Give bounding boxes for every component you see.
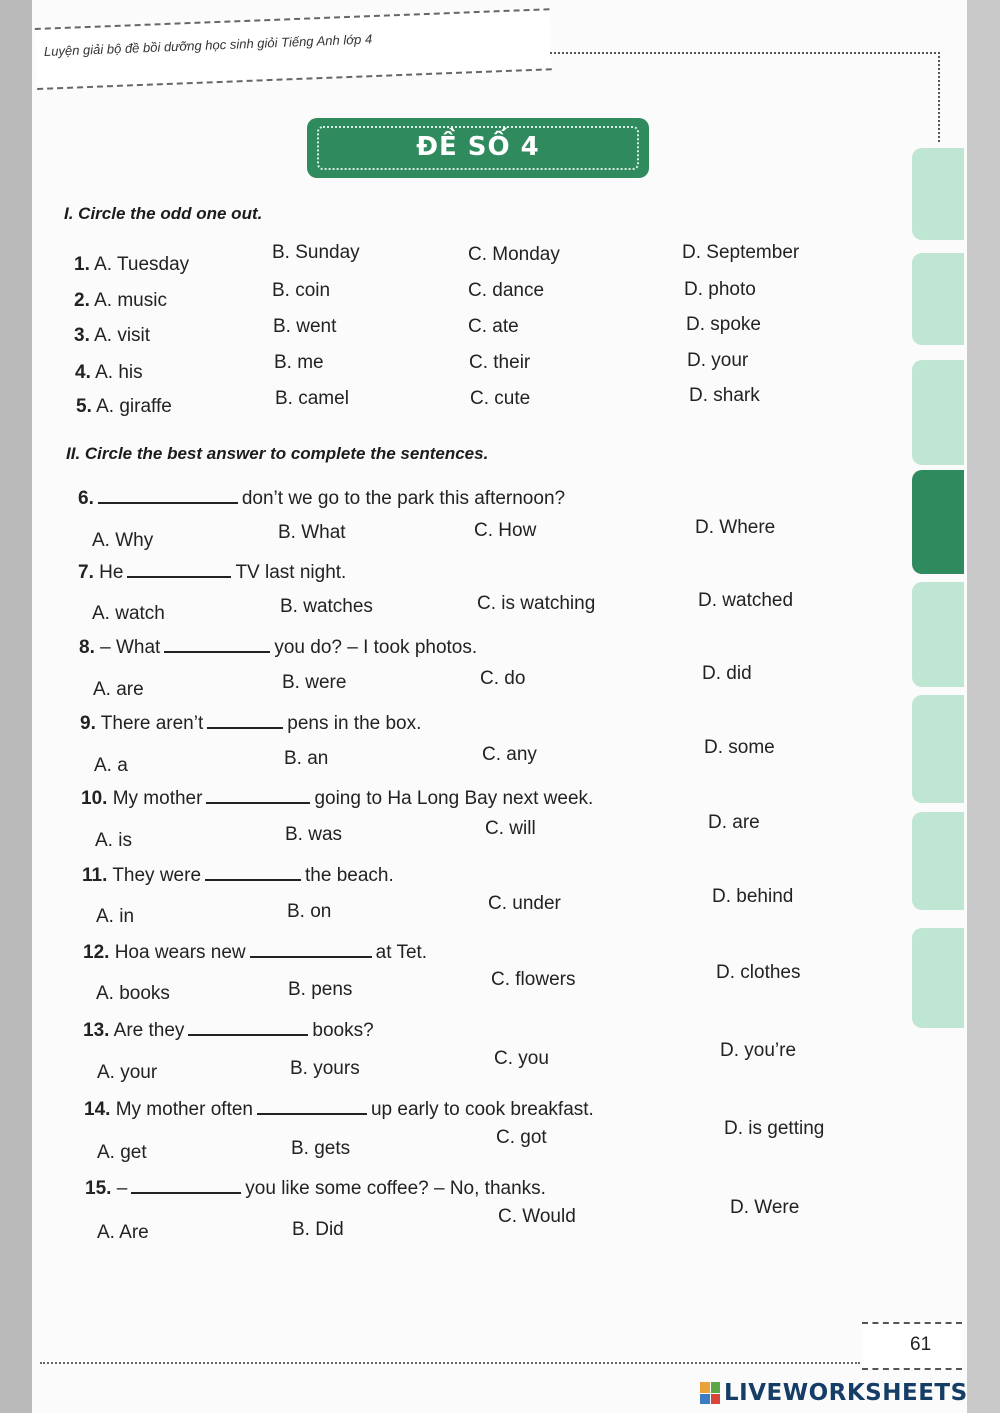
option-d[interactable]: D. some [704, 737, 775, 758]
option-d[interactable]: D. are [708, 812, 760, 833]
option-b[interactable]: B. on [287, 901, 332, 922]
answer-blank[interactable] [98, 488, 238, 504]
option-a[interactable]: A. Tuesday [94, 254, 190, 275]
option-b[interactable]: B. was [285, 824, 343, 845]
side-tab [912, 695, 964, 803]
answer-blank[interactable] [207, 713, 283, 729]
header-rule [550, 52, 940, 54]
answer-blank[interactable] [127, 562, 231, 578]
question-stem: 8. – What you do? – I took photos. [79, 637, 478, 658]
section-2-title: II. Circle the best answer to complete the sentences. [66, 444, 489, 463]
option-b[interactable]: B. gets [291, 1138, 351, 1159]
option-c[interactable]: C. cute [470, 388, 531, 409]
side-tab [912, 928, 964, 1028]
question-stem: 11. They were the beach. [82, 865, 394, 886]
option-b[interactable]: B. yours [290, 1058, 360, 1079]
option-c[interactable]: C. flowers [491, 969, 576, 990]
scan-edge [0, 0, 32, 1413]
option-b[interactable]: B. Did [292, 1219, 344, 1240]
exam-title: ĐỀ SỐ 4 [416, 132, 540, 162]
option-b[interactable]: B. What [278, 522, 346, 543]
option-a[interactable]: A. get [97, 1142, 147, 1163]
option-c[interactable]: C. under [488, 893, 561, 914]
option-b[interactable]: B. Sunday [272, 242, 360, 263]
question-stem: 15. – you like some coffee? – No, thanks. [85, 1178, 546, 1199]
answer-blank[interactable] [164, 637, 270, 653]
option-a[interactable]: A. Why [92, 530, 154, 551]
option-b[interactable]: B. were [282, 672, 347, 693]
option-c[interactable]: C. got [496, 1127, 547, 1148]
question-number: 3. A. visit [74, 325, 151, 346]
question-stem: 13. Are they books? [83, 1020, 374, 1041]
option-d[interactable]: D. your [687, 350, 749, 371]
option-a[interactable]: A. in [96, 906, 135, 927]
option-b[interactable]: B. an [284, 748, 329, 769]
option-c[interactable]: C. their [469, 352, 531, 373]
question-stem: 14. My mother often up early to cook breakfast. [84, 1099, 594, 1120]
option-c[interactable]: C. any [482, 744, 537, 765]
option-c[interactable]: C. you [494, 1048, 549, 1069]
option-d[interactable]: D. shark [689, 385, 760, 406]
option-c[interactable]: C. will [485, 818, 536, 839]
option-a[interactable]: A. visit [94, 325, 151, 346]
option-a[interactable]: A. your [97, 1062, 158, 1083]
option-a[interactable]: A. watch [92, 603, 165, 624]
option-d[interactable]: D. behind [712, 886, 794, 907]
option-c[interactable]: C. How [474, 520, 537, 541]
question-number: 4. A. his [75, 362, 143, 383]
option-a[interactable]: A. giraffe [96, 396, 172, 417]
option-d[interactable]: D. spoke [686, 314, 761, 335]
option-b[interactable]: B. me [274, 352, 324, 373]
header-rule-vertical [938, 52, 940, 142]
question-stem: 7. He TV last night. [78, 562, 347, 583]
option-a[interactable]: A. are [93, 679, 144, 700]
option-b[interactable]: B. went [273, 316, 337, 337]
option-c[interactable]: C. Monday [468, 244, 560, 265]
option-d[interactable]: D. photo [684, 279, 756, 300]
option-c[interactable]: C. do [480, 668, 526, 689]
side-tab [912, 582, 964, 687]
option-d[interactable]: D. did [702, 663, 752, 684]
brand-name: LIVEWORKSHEETS [724, 1380, 968, 1406]
option-a[interactable]: A. is [95, 830, 132, 851]
answer-blank[interactable] [206, 788, 310, 804]
answer-blank[interactable] [131, 1178, 241, 1194]
side-tab [912, 253, 964, 345]
option-d[interactable]: D. is getting [724, 1118, 825, 1139]
side-tab [912, 148, 964, 240]
answer-blank[interactable] [257, 1099, 367, 1115]
question-stem: 9. There aren’t pens in the box. [80, 713, 422, 734]
page-number: 61 [910, 1334, 932, 1355]
option-c[interactable]: C. is watching [477, 593, 596, 614]
option-b[interactable]: B. camel [275, 388, 349, 409]
option-c[interactable]: C. dance [468, 280, 545, 301]
answer-blank[interactable] [205, 865, 301, 881]
side-tab-active [912, 470, 964, 574]
option-c[interactable]: C. ate [468, 316, 519, 337]
question-stem: 12. Hoa wears new at Tet. [83, 942, 428, 963]
option-a[interactable]: A. Are [97, 1222, 149, 1243]
option-b[interactable]: B. watches [280, 596, 373, 617]
option-a[interactable]: A. books [96, 983, 170, 1004]
section-1-title: I. Circle the odd one out. [64, 204, 263, 223]
option-a[interactable]: A. music [94, 290, 167, 311]
question-stem: 6. don’t we go to the park this afternoon? [78, 488, 566, 509]
exam-title-badge [307, 118, 649, 178]
side-tab [912, 360, 964, 465]
option-d[interactable]: D. September [682, 242, 800, 263]
option-d[interactable]: D. watched [698, 590, 794, 611]
liveworksheets-logo [700, 1380, 968, 1406]
footer-rule [40, 1362, 860, 1364]
option-b[interactable]: B. pens [288, 979, 353, 1000]
book-title: Luyện giải bộ đề bồi dưỡng học sinh giỏi Tiếng Anh lớp 4 [43, 31, 373, 59]
side-tab [912, 812, 964, 910]
answer-blank[interactable] [250, 942, 372, 958]
question-stem: 10. My mother going to Ha Long Bay next week. [81, 788, 594, 809]
question-number: 1. A. Tuesday [74, 254, 190, 275]
question-number: 5. A. giraffe [76, 396, 172, 417]
option-d[interactable]: D. Were [730, 1197, 800, 1218]
option-d[interactable]: D. clothes [716, 962, 801, 983]
question-number: 2. A. music [74, 290, 167, 311]
liveworksheets-icon [700, 1382, 720, 1404]
option-d[interactable]: D. Where [695, 517, 776, 538]
answer-blank[interactable] [188, 1020, 308, 1036]
option-a[interactable]: A. his [95, 362, 143, 383]
option-a[interactable]: A. a [94, 755, 128, 776]
option-c[interactable]: C. Would [498, 1206, 576, 1227]
option-d[interactable]: D. you’re [720, 1040, 797, 1061]
option-b[interactable]: B. coin [272, 280, 331, 301]
